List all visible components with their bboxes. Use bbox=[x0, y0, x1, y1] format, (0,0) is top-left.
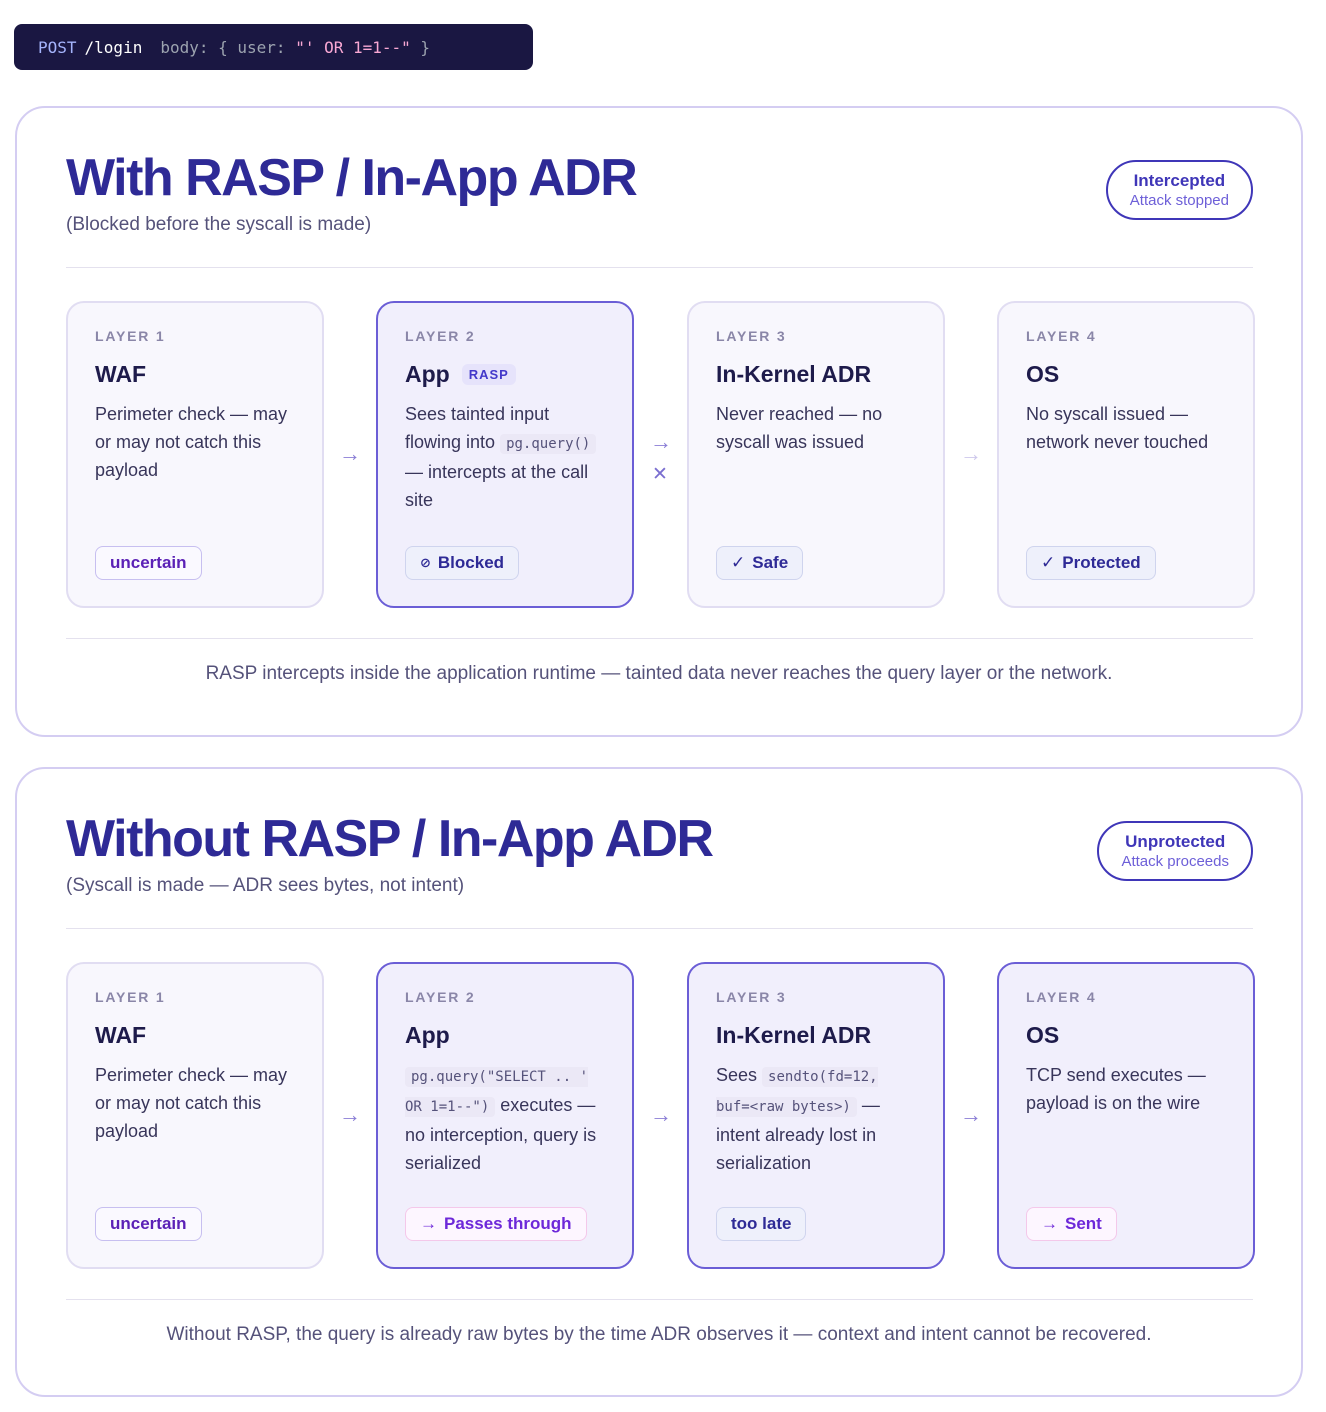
code-snippet: pg.query("SELECT .. ' OR 1=1--") bbox=[405, 1069, 589, 1115]
layer-label: LAYER 2 bbox=[405, 989, 476, 1005]
without-rasp-panel bbox=[15, 767, 1303, 1397]
request-body-suffix: } bbox=[410, 37, 431, 57]
blocked-x-icon: ✕ bbox=[652, 464, 668, 485]
blocked-icon: ⊘ bbox=[420, 555, 431, 570]
pill-label: Safe bbox=[752, 553, 789, 572]
layer-title bbox=[405, 360, 606, 388]
arrow-right-icon: → bbox=[420, 1214, 437, 1233]
check-icon: ✓ bbox=[731, 553, 746, 572]
layer-label: LAYER 1 bbox=[95, 328, 166, 344]
status-pill bbox=[1026, 1207, 1117, 1241]
layer-name: OS bbox=[1026, 1021, 1060, 1048]
layer-name: In-Kernel ADR bbox=[716, 360, 872, 387]
layer-description: TCP send executes — payload is on the wire bbox=[1026, 1065, 1206, 1113]
pill-label: Blocked bbox=[437, 553, 505, 572]
layer-card-kernel-adr bbox=[687, 962, 945, 1269]
check-icon: ✓ bbox=[1041, 553, 1056, 572]
layer-card-app bbox=[376, 962, 634, 1269]
flow-arrow-icon: → bbox=[339, 1102, 361, 1127]
status-badge bbox=[1097, 821, 1253, 881]
layer-card-os bbox=[997, 962, 1255, 1269]
layer-label: LAYER 4 bbox=[1026, 328, 1097, 344]
status-badge bbox=[1106, 160, 1253, 220]
divider bbox=[66, 638, 1253, 639]
status-pill bbox=[95, 1207, 202, 1241]
request-body-value: "' OR 1=1--" bbox=[295, 37, 411, 57]
request-line bbox=[14, 24, 533, 70]
layer-title bbox=[95, 360, 296, 388]
pill-label: too late bbox=[731, 1214, 792, 1233]
divider bbox=[66, 1299, 1253, 1300]
desc-text: — intent already lost in serialization bbox=[716, 1095, 880, 1173]
layer-title bbox=[1026, 1021, 1227, 1049]
flow-arrow-icon: → bbox=[960, 441, 982, 466]
pill-label: Sent bbox=[1065, 1214, 1102, 1233]
layer-title bbox=[716, 360, 917, 388]
arrow-right-icon: → bbox=[1041, 1214, 1058, 1233]
divider bbox=[66, 928, 1253, 929]
flow-arrow-icon: → bbox=[650, 1102, 672, 1127]
layer-description: Never reached — no syscall was issued bbox=[716, 404, 883, 452]
status-pill bbox=[405, 546, 519, 580]
status-title: Unprotected bbox=[1125, 832, 1226, 851]
layer-description: Perimeter check — may or may not catch this payload bbox=[95, 1065, 288, 1141]
layer-name: App bbox=[405, 360, 450, 387]
layer-title bbox=[95, 1021, 296, 1049]
layer-name: App bbox=[405, 1021, 450, 1048]
panel-subtitle: (Syscall is made — ADR sees bytes, not intent) bbox=[66, 875, 465, 896]
panel-caption: RASP intercepts inside the application runtime — tainted data never reaches the query layer or the network. bbox=[205, 663, 1113, 684]
layer-label: LAYER 2 bbox=[405, 328, 476, 344]
layer-description: Perimeter check — may or may not catch this payload bbox=[95, 404, 288, 480]
layer-card-os bbox=[997, 301, 1255, 608]
request-body bbox=[160, 38, 430, 57]
layer-title bbox=[405, 1021, 606, 1049]
layer-label: LAYER 4 bbox=[1026, 989, 1097, 1005]
status-pill bbox=[1026, 546, 1156, 580]
layer-label: LAYER 3 bbox=[716, 328, 787, 344]
status-pill bbox=[95, 546, 202, 580]
with-rasp-panel bbox=[15, 106, 1303, 737]
layer-card-waf bbox=[66, 301, 324, 608]
pill-label: Passes through bbox=[444, 1214, 572, 1233]
panel-title: With RASP / In-App ADR bbox=[66, 149, 637, 207]
layer-title bbox=[716, 1021, 917, 1049]
layer-name: WAF bbox=[95, 1021, 147, 1048]
code-snippet: pg.query() bbox=[500, 434, 596, 454]
flow-arrow-icon: → bbox=[960, 1102, 982, 1127]
code-snippet: sendto(fd=12, buf=<raw bytes>) bbox=[716, 1069, 878, 1115]
layer-description bbox=[405, 1061, 606, 1177]
rasp-tag: RASP bbox=[462, 364, 516, 385]
panel-title: Without RASP / In-App ADR bbox=[66, 810, 713, 868]
pill-label: uncertain bbox=[110, 1214, 187, 1233]
pill-label: Protected bbox=[1062, 553, 1141, 572]
pill-label: uncertain bbox=[110, 553, 187, 572]
layer-label: LAYER 1 bbox=[95, 989, 166, 1005]
status-pill bbox=[716, 546, 803, 580]
request-path: /login bbox=[84, 37, 143, 57]
status-pill bbox=[716, 1207, 806, 1241]
layer-description: No syscall issued — network never touched bbox=[1026, 404, 1209, 452]
layer-card-waf bbox=[66, 962, 324, 1269]
desc-text: Sees bbox=[716, 1065, 763, 1085]
divider bbox=[66, 267, 1253, 268]
layer-name: OS bbox=[1026, 360, 1060, 387]
layer-description bbox=[716, 1061, 917, 1177]
layer-name: In-Kernel ADR bbox=[716, 1021, 872, 1048]
flow-arrow-icon: → bbox=[339, 441, 361, 466]
status-title: Intercepted bbox=[1133, 171, 1226, 190]
desc-text: — intercepts at the call site bbox=[405, 462, 589, 510]
status-subtitle: Attack stopped bbox=[1129, 192, 1229, 209]
status-subtitle: Attack proceeds bbox=[1121, 853, 1229, 870]
desc-text: Sees tainted input flowing into bbox=[405, 404, 550, 452]
request-body-prefix: body: { user: bbox=[160, 37, 296, 57]
layer-card-app bbox=[376, 301, 634, 608]
layer-name: WAF bbox=[95, 360, 147, 387]
layer-label: LAYER 3 bbox=[716, 989, 787, 1005]
layer-description bbox=[405, 400, 606, 514]
panel-caption: Without RASP, the query is already raw bytes by the time ADR observes it — context and intent cannot be recovered. bbox=[166, 1324, 1152, 1345]
panel-subtitle: (Blocked before the syscall is made) bbox=[66, 214, 372, 235]
layer-title bbox=[1026, 360, 1227, 388]
layer-card-kernel-adr bbox=[687, 301, 945, 608]
flow-arrow-icon: → bbox=[650, 429, 672, 454]
request-method: POST bbox=[38, 37, 77, 57]
status-pill bbox=[405, 1207, 587, 1241]
desc-text: executes — no interception, query is serialized bbox=[405, 1095, 597, 1173]
